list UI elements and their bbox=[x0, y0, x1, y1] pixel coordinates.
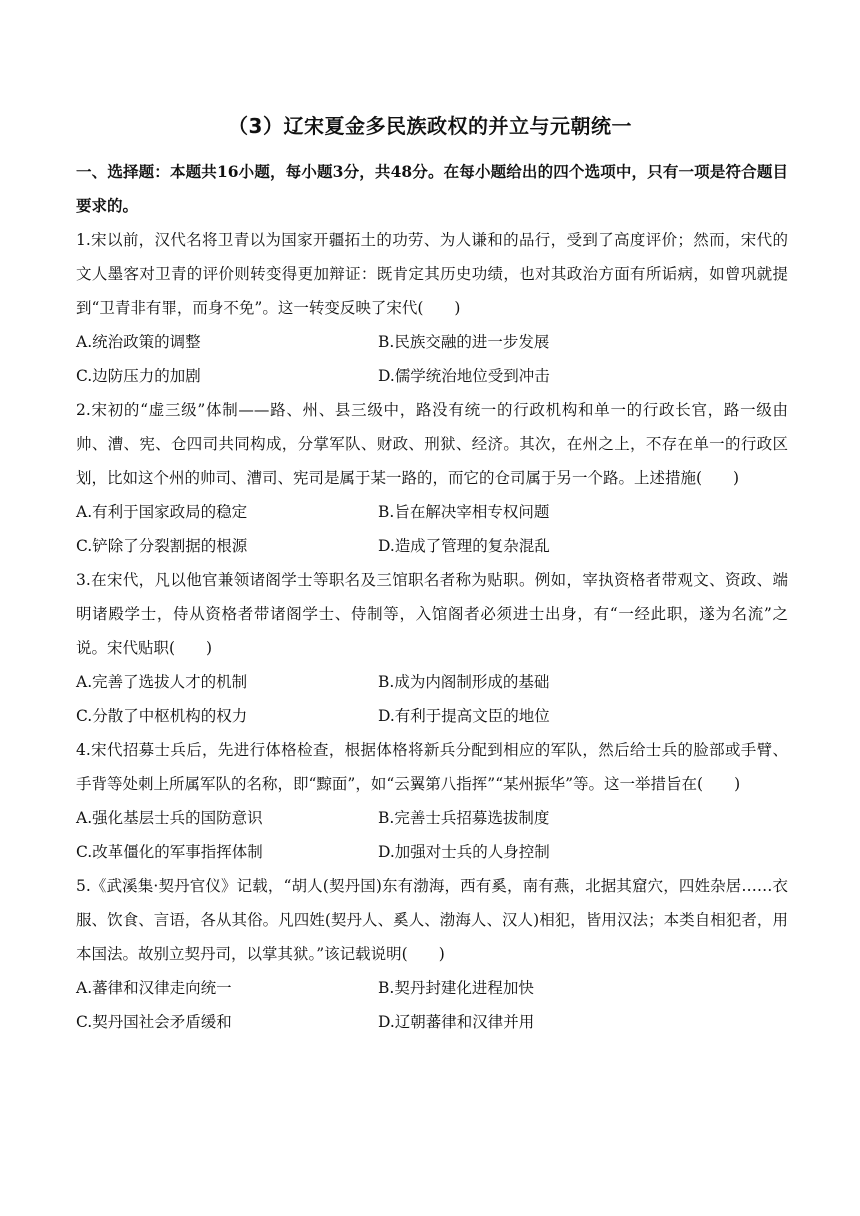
question-3 bbox=[76, 563, 788, 733]
option-list bbox=[76, 665, 788, 733]
question-4 bbox=[76, 733, 788, 869]
option-a: A.蕃律和汉律走向统一 bbox=[76, 979, 232, 997]
option-b: B.旨在解决宰相专权问题 bbox=[378, 503, 550, 521]
option-d: D.造成了管理的复杂混乱 bbox=[378, 537, 550, 555]
page-title: （3）辽宋夏金多民族政权的并立与元朝统一 bbox=[228, 114, 632, 138]
option-row bbox=[76, 699, 788, 733]
option-row bbox=[76, 495, 788, 529]
question-stem: 1.宋以前，汉代名将卫青以为国家开疆拓土的功劳、为人谦和的品行，受到了高度评价；然而，宋代的文人墨客对卫青的评价则转变得更加辩证：既肯定其历史功绩，也对其政治方面有所诟病，如曾巩就提到“卫青非有罪，而身不免”。这一转变反映了宋代( ) bbox=[76, 231, 788, 317]
option-a: A.有利于国家政局的稳定 bbox=[76, 503, 248, 521]
option-c: C.改革僵化的军事指挥体制 bbox=[76, 843, 263, 861]
question-content bbox=[76, 155, 788, 1039]
option-row bbox=[76, 325, 788, 359]
question-1 bbox=[76, 223, 788, 393]
option-b: B.契丹封建化进程加快 bbox=[378, 979, 534, 997]
option-c: C.契丹国社会矛盾缓和 bbox=[76, 1013, 232, 1031]
option-row bbox=[76, 665, 788, 699]
option-list bbox=[76, 325, 788, 393]
option-b: B.民族交融的进一步发展 bbox=[378, 333, 550, 351]
option-c: C.分散了中枢机构的权力 bbox=[76, 707, 248, 725]
section-heading: 一、选择题：本题共16小题，每小题3分，共48分。在每小题给出的四个选项中，只有一项是符合题目要求的。 bbox=[76, 162, 788, 215]
question-5 bbox=[76, 869, 788, 1039]
option-list bbox=[76, 971, 788, 1039]
option-b: B.完善士兵招募选拔制度 bbox=[378, 809, 550, 827]
option-c: C.铲除了分裂割据的根源 bbox=[76, 537, 248, 555]
option-d: D.加强对士兵的人身控制 bbox=[378, 843, 550, 861]
question-stem: 5.《武溪集·契丹官仪》记载，“胡人(契丹国)东有渤海，西有奚，南有燕，北据其窟穴，四姓杂居……衣服、饮食、言语，各从其俗。凡四姓(契丹人、奚人、渤海人、汉人)相犯，皆用汉法；本类自相犯者，用本国法。故别立契丹司，以掌其狱。”该记载说明( ) bbox=[76, 877, 788, 963]
option-row bbox=[76, 835, 788, 869]
option-d: D.辽朝蕃律和汉律并用 bbox=[378, 1013, 535, 1031]
option-row bbox=[76, 359, 788, 393]
question-stem: 3.在宋代，凡以他官兼领诸阁学士等职名及三馆职名者称为贴职。例如，宰执资格者带观文、资政、端明诸殿学士，侍从资格者带诸阁学士、侍制等，入馆阁者必须进士出身，有“一经此职，遂为名流”之说。宋代贴职( ) bbox=[76, 571, 788, 657]
question-stem: 4.宋代招募士兵后，先进行体格检查，根据体格将新兵分配到相应的军队，然后给士兵的脸部或手臂、手背等处刺上所属军队的名称，即“黥面”，如“云翼第八指挥”“某州振华”等。这一举措旨在( ) bbox=[76, 741, 788, 793]
option-list bbox=[76, 495, 788, 563]
option-b: B.成为内阁制形成的基础 bbox=[378, 673, 550, 691]
option-list bbox=[76, 801, 788, 869]
option-a: A.统治政策的调整 bbox=[76, 333, 201, 351]
option-d: D.有利于提高文臣的地位 bbox=[378, 707, 550, 725]
option-d: D.儒学统治地位受到冲击 bbox=[378, 367, 550, 385]
option-row bbox=[76, 971, 788, 1005]
option-c: C.边防压力的加剧 bbox=[76, 367, 201, 385]
option-a: A.强化基层士兵的国防意识 bbox=[76, 809, 263, 827]
option-row bbox=[76, 529, 788, 563]
option-row bbox=[76, 801, 788, 835]
option-row bbox=[76, 1005, 788, 1039]
option-a: A.完善了选拔人才的机制 bbox=[76, 673, 248, 691]
question-2 bbox=[76, 393, 788, 563]
question-stem: 2.宋初的“虚三级”体制——路、州、县三级中，路没有统一的行政机构和单一的行政长官，路一级由帅、漕、宪、仓四司共同构成，分掌军队、财政、刑狱、经济。其次，在州之上，不存在单一的行政区划，比如这个州的帅司、漕司、宪司是属于某一路的，而它的仓司属于另一个路。上述措施( ) bbox=[76, 401, 788, 487]
